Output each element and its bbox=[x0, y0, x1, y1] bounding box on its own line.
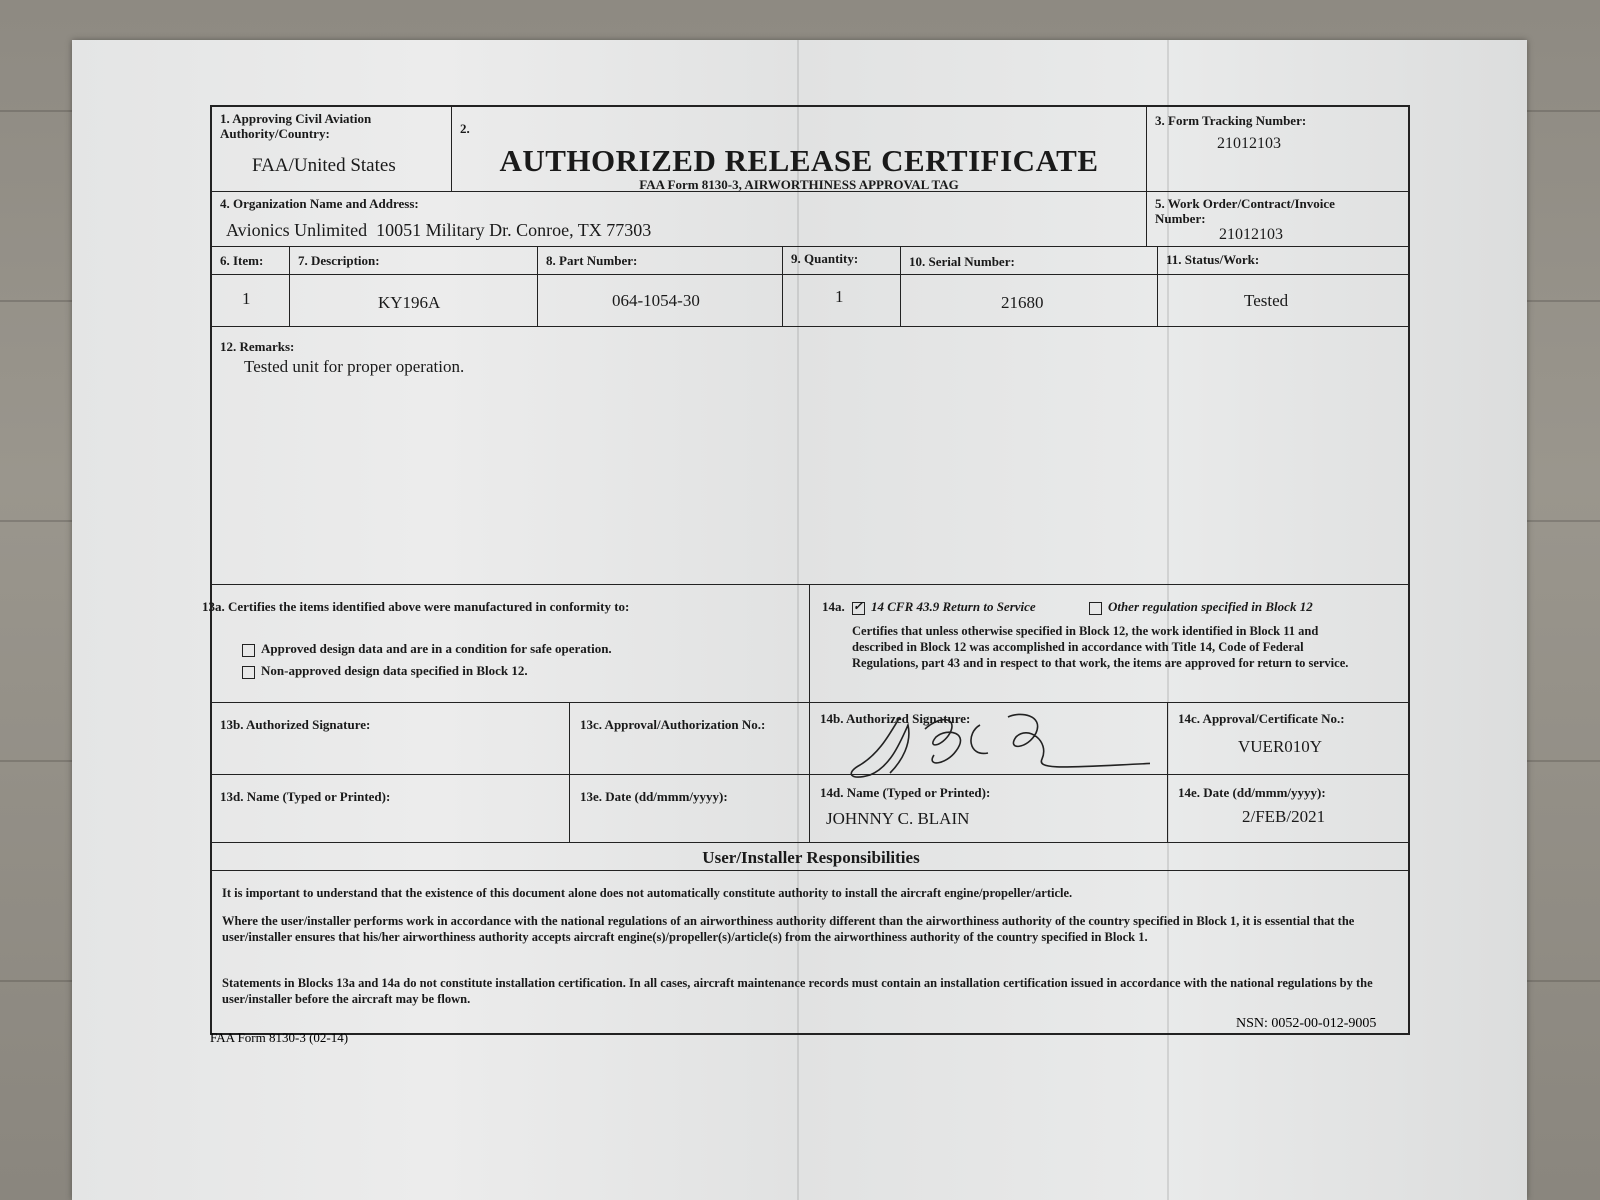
part-number: 064-1054-30 bbox=[612, 291, 700, 310]
block-13a-label: 13a. Certifies the items identified above were manufactured in conformity to: bbox=[202, 599, 630, 614]
block-14a-label: 14a. bbox=[822, 599, 845, 614]
block-3-label: 3. Form Tracking Number: bbox=[1155, 113, 1307, 128]
remarks-value: Tested unit for proper operation. bbox=[244, 357, 465, 376]
block-14d-label: 14d. Name (Typed or Printed): bbox=[820, 785, 991, 800]
approving-authority-value: FAA/United States bbox=[252, 155, 396, 176]
block-12-remarks bbox=[212, 327, 1410, 585]
return-to-service-checkbox[interactable] bbox=[852, 602, 865, 615]
block-13e bbox=[570, 775, 810, 843]
organization-name-address: Avionics Unlimited 10051 Military Dr. Conroe, TX 77303 bbox=[226, 220, 652, 240]
status-cell bbox=[1158, 275, 1410, 327]
block-14a-statement: Certifies that unless otherwise specified in Block 12, the work identified in Block 11 and described in Block 12 was accomplished in accordance with Title 14, Code of Federal Regulations, part 43 and in respect to that work, the items are approved for return to service. bbox=[852, 624, 1349, 670]
quantity-cell bbox=[783, 275, 901, 327]
block-14c bbox=[1168, 703, 1410, 775]
block-5-label: 5. Work Order/Contract/Invoice Number: bbox=[1155, 196, 1335, 226]
responsibilities-paragraph-2: Where the user/installer performs work in accordance with the national regulations of an airworthiness authority different than the airworthiness authority of the country specified in Block 1, it is essential that the user/installer ensures that his/her airworthiness authority accepts aircraft engine(s)/propeller(s)/article(s) from the airworthiness authority of the country specified in Block 1. bbox=[222, 914, 1355, 944]
block-2-label: 2. bbox=[460, 121, 470, 136]
responsibilities-title: User/Installer Responsibilities bbox=[702, 848, 920, 867]
serial-number: 21680 bbox=[1001, 293, 1044, 312]
printed-name: JOHNNY C. BLAIN bbox=[826, 809, 970, 828]
approval-certificate-number: VUER010Y bbox=[1238, 737, 1323, 756]
form-tracking-number: 21012103 bbox=[1217, 135, 1281, 152]
block-14d bbox=[810, 775, 1168, 843]
block-2 bbox=[452, 107, 1147, 192]
block-5 bbox=[1147, 192, 1410, 247]
responsibilities-paragraph-1: It is important to understand that the existence of this document alone does not automatically constitute authority to install the aircraft engine/propeller/article. bbox=[222, 886, 1073, 900]
authorized-release-certificate-form bbox=[202, 105, 1410, 1035]
non-approved-design-data-checkbox[interactable] bbox=[242, 666, 255, 679]
other-regulation-checkbox[interactable] bbox=[1089, 602, 1102, 615]
block-14b bbox=[810, 703, 1168, 775]
block-4 bbox=[212, 192, 1147, 247]
handwritten-signature bbox=[830, 703, 1150, 783]
block-14c-label: 14c. Approval/Certificate No.: bbox=[1178, 711, 1345, 726]
work-order-number: 21012103 bbox=[1219, 226, 1283, 243]
block-1-label: 1. Approving Civil Aviation Authority/Country: bbox=[220, 111, 372, 141]
block-1 bbox=[212, 107, 452, 192]
block-13b bbox=[212, 703, 570, 775]
certificate-paper bbox=[72, 40, 1527, 1200]
header-quantity: 9. Quantity: bbox=[783, 247, 901, 275]
document-subtitle: FAA Form 8130-3, AIRWORTHINESS APPROVAL TAG bbox=[639, 177, 959, 192]
other-regulation-label: Other regulation specified in Block 12 bbox=[1107, 599, 1313, 614]
quantity: 1 bbox=[835, 287, 844, 306]
responsibilities-header bbox=[212, 843, 1410, 871]
approval-date: 2/FEB/2021 bbox=[1242, 807, 1326, 826]
block-12-label: 12. Remarks: bbox=[220, 339, 295, 354]
header-part-number: 8. Part Number: bbox=[538, 247, 783, 275]
block-13e-label: 13e. Date (dd/mmm/yyyy): bbox=[580, 789, 728, 804]
item-number: 1 bbox=[242, 289, 251, 308]
block-13c bbox=[570, 703, 810, 775]
block-14e bbox=[1168, 775, 1410, 843]
approved-design-data-checkbox[interactable] bbox=[242, 644, 255, 657]
block-14b-label: 14b. Authorized Signature: bbox=[820, 711, 971, 726]
non-approved-design-data-label: Non-approved design data specified in Block 12. bbox=[261, 663, 528, 678]
approved-design-data-label: Approved design data and are in a condition for safe operation. bbox=[261, 641, 612, 656]
header-item: 6. Item: bbox=[212, 247, 290, 275]
block-14a bbox=[810, 585, 1410, 703]
block-13d bbox=[212, 775, 570, 843]
header-status-work: 11. Status/Work: bbox=[1158, 247, 1410, 275]
block-4-label: 4. Organization Name and Address: bbox=[220, 196, 419, 211]
serial-number-cell bbox=[901, 275, 1158, 327]
block-13a bbox=[202, 585, 810, 703]
item-description: KY196A bbox=[378, 293, 441, 312]
item-number-cell bbox=[212, 275, 290, 327]
responsibilities-paragraph-3: Statements in Blocks 13a and 14a do not constitute installation certification. In all cases, aircraft maintenance records must contain an installation certification issued in accordance with the national regulations by the user/installer before the aircraft may be flown. bbox=[222, 976, 1373, 1006]
description-cell bbox=[290, 275, 538, 327]
block-14e-label: 14e. Date (dd/mmm/yyyy): bbox=[1178, 785, 1326, 800]
status-work: Tested bbox=[1244, 291, 1289, 310]
document-title: AUTHORIZED RELEASE CERTIFICATE bbox=[499, 143, 1099, 178]
block-3 bbox=[1147, 107, 1410, 192]
form-number-footer: FAA Form 8130-3 (02-14) bbox=[210, 1030, 349, 1045]
part-number-cell bbox=[538, 275, 783, 327]
nsn-footer: NSN: 0052-00-012-9005 bbox=[1236, 1016, 1377, 1031]
block-13d-label: 13d. Name (Typed or Printed): bbox=[220, 789, 391, 804]
block-13b-label: 13b. Authorized Signature: bbox=[220, 717, 371, 732]
block-13c-label: 13c. Approval/Authorization No.: bbox=[580, 717, 766, 732]
header-description: 7. Description: bbox=[290, 247, 538, 275]
header-serial-number: 10. Serial Number: bbox=[901, 247, 1158, 275]
return-to-service-label: 14 CFR 43.9 Return to Service bbox=[871, 599, 1036, 614]
